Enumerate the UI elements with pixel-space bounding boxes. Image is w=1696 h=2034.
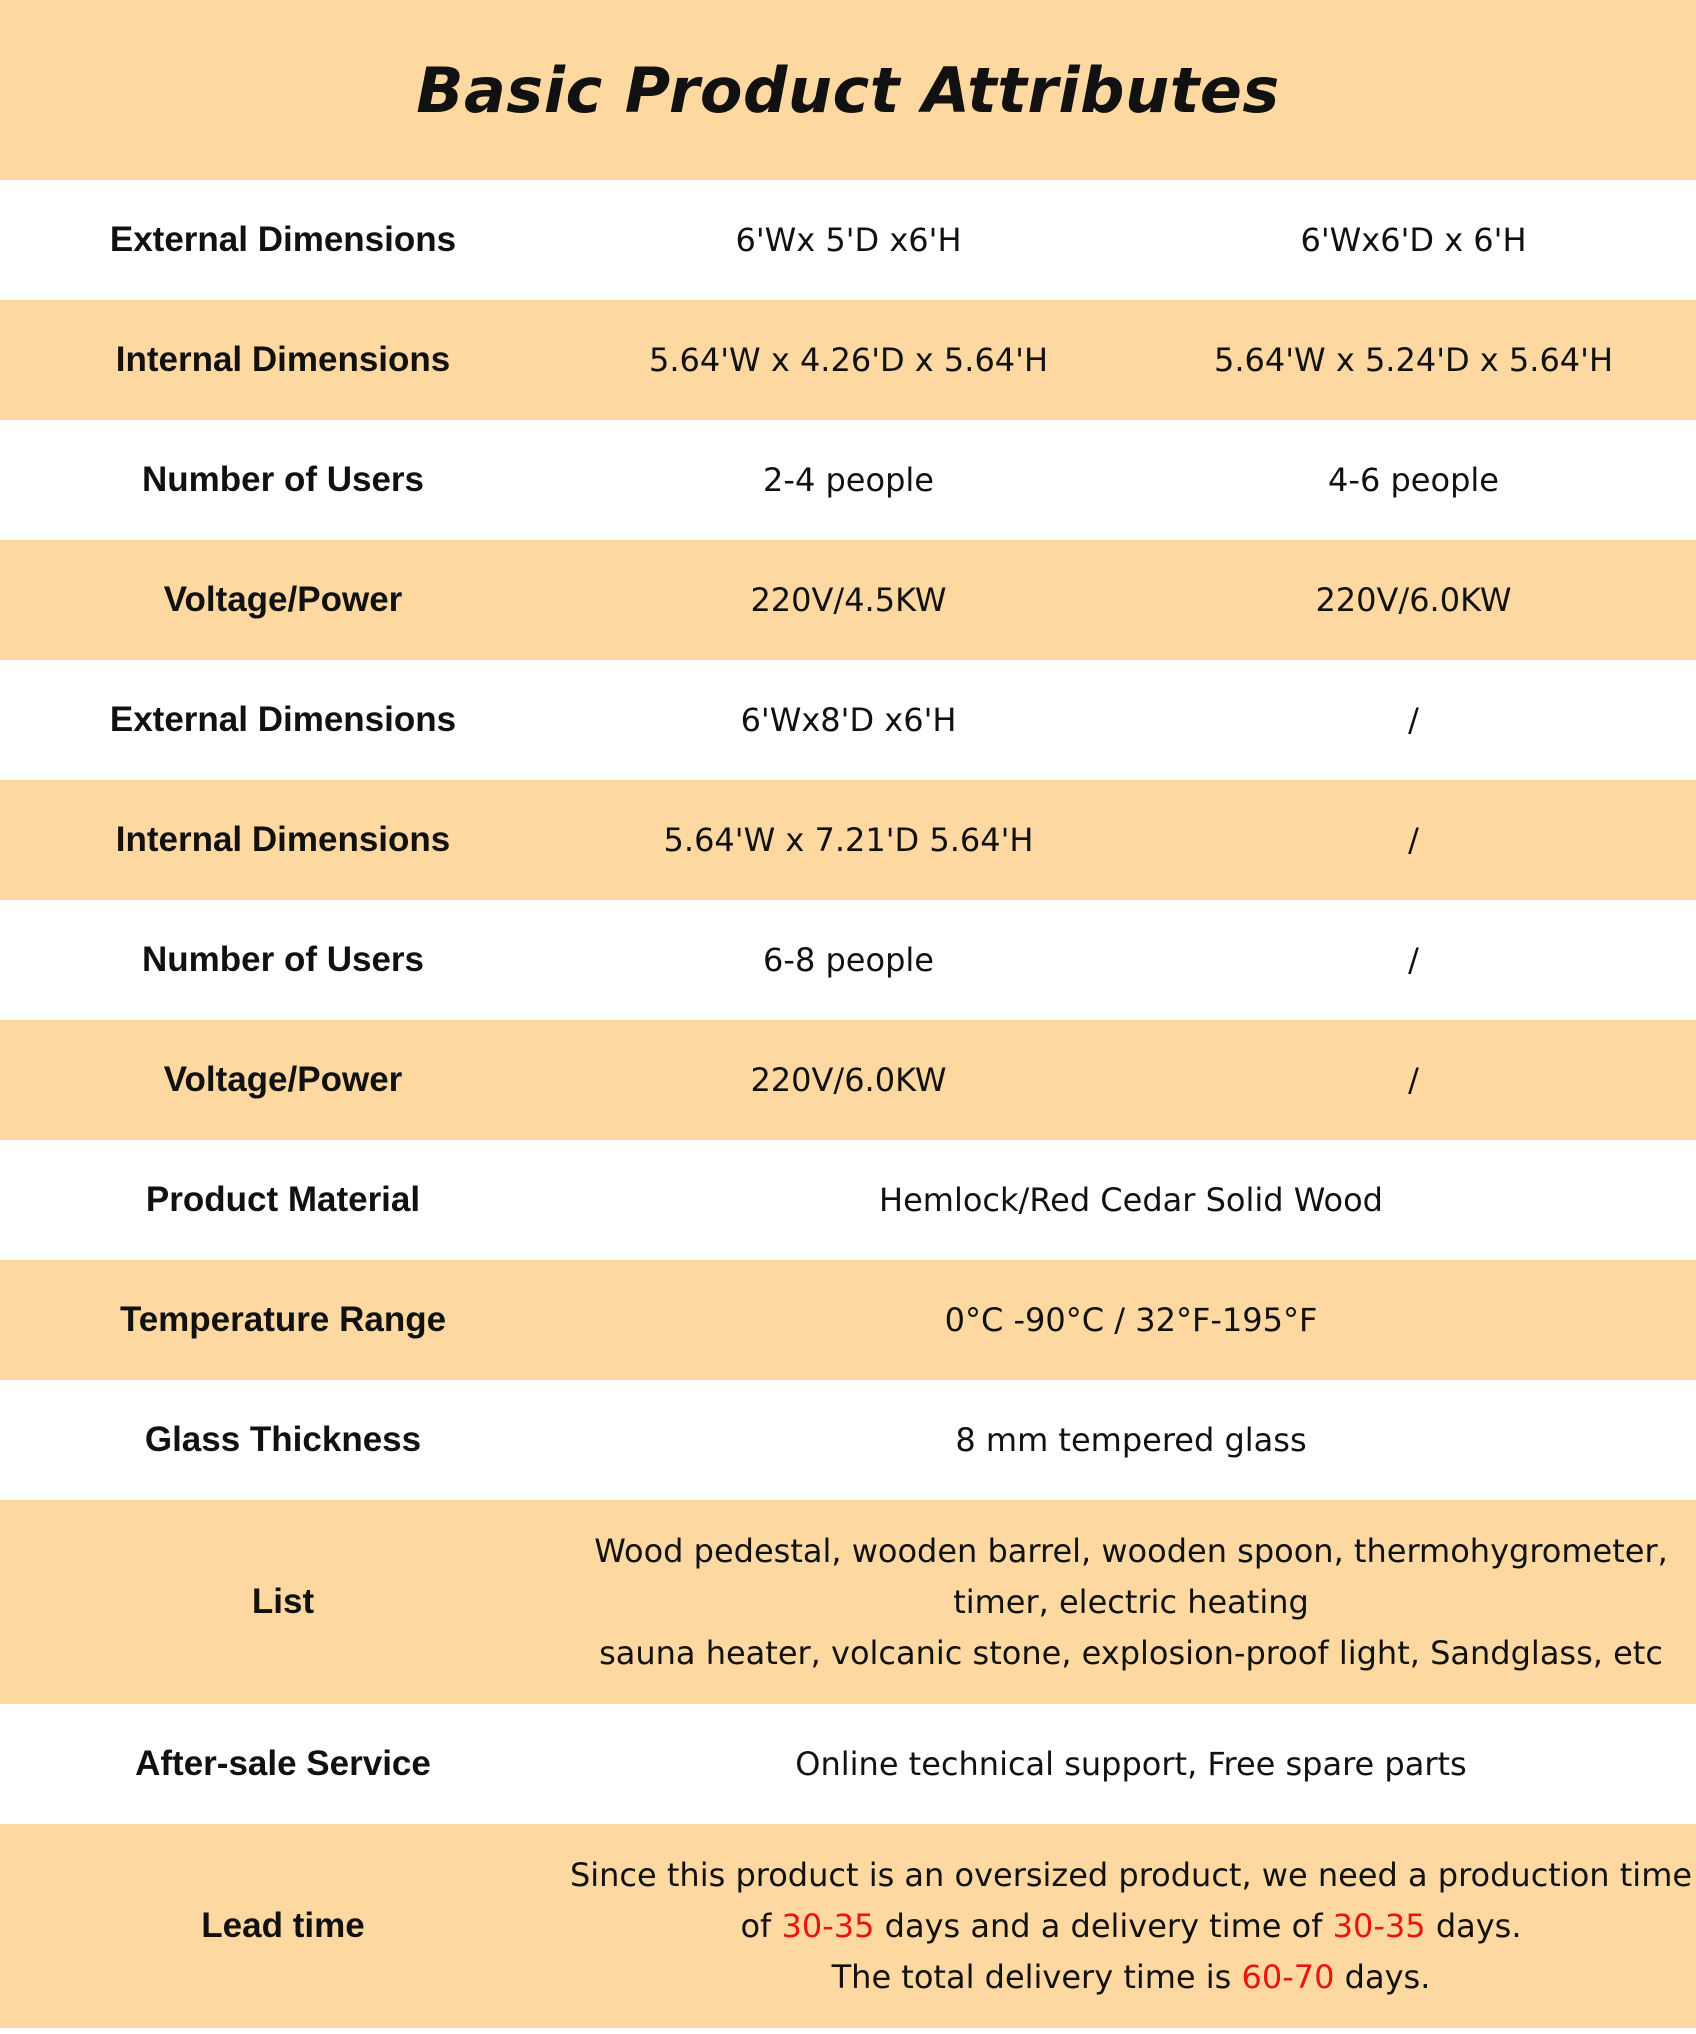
row-label: Number of Users (141, 460, 425, 499)
list-line: Wood pedestal, wooden barrel, wooden spoon, thermohygrometer, (594, 1531, 1668, 1570)
title-band (0, 0, 1696, 180)
row-value-option-1: 6'Wx 5'D x6'H (735, 220, 962, 259)
list-value (566, 1500, 1696, 1704)
row-label: Voltage/Power (163, 580, 403, 619)
list-line: sauna heater, volcanic stone, explosion-proof light, Sandglass, etc (599, 1633, 1663, 1672)
row-value-option-1: 5.64'W x 4.26'D x 5.64'H (648, 340, 1049, 379)
row-label: Internal Dimensions (115, 820, 451, 859)
table-row (0, 780, 1696, 900)
table-row (0, 1140, 1696, 1260)
table-row (0, 900, 1696, 1020)
table-row (0, 1260, 1696, 1380)
lead-text: The total delivery time is (831, 1957, 1242, 1996)
row-value-option-1: 220V/6.0KW (750, 1060, 947, 1099)
table-row (0, 540, 1696, 660)
row-value-option-1: 2-4 people (763, 460, 934, 499)
table-row (0, 660, 1696, 780)
row-value: 8 mm tempered glass (955, 1420, 1307, 1459)
row-value-option-2: 6'Wx6'D x 6'H (1300, 220, 1527, 259)
total-days-highlight: 60-70 (1241, 1957, 1335, 1996)
lead-text: days. (1425, 1906, 1522, 1945)
row-label: External Dimensions (109, 220, 457, 259)
lead-time-row (0, 1824, 1696, 2028)
lead-line-3 (832, 1952, 1431, 2003)
row-label: Temperature Range (119, 1300, 447, 1339)
row-value-option-2: 5.64'W x 5.24'D x 5.64'H (1213, 340, 1614, 379)
row-label: Glass Thickness (144, 1420, 422, 1459)
production-days-highlight: 30-35 (781, 1906, 875, 1945)
page-title: Basic Product Attributes (416, 53, 1280, 127)
lead-time-value (566, 1824, 1696, 2028)
row-label: Number of Users (141, 940, 425, 979)
delivery-days-highlight: 30-35 (1332, 1906, 1426, 1945)
table-row (0, 1704, 1696, 1824)
row-value: Hemlock/Red Cedar Solid Wood (879, 1180, 1383, 1219)
lead-text: of (740, 1906, 782, 1945)
table-row (0, 300, 1696, 420)
lead-line-2 (740, 1901, 1521, 1952)
row-value-option-2: / (1408, 1060, 1419, 1099)
row-value-option-2: / (1408, 700, 1419, 739)
row-value-option-2: / (1408, 940, 1419, 979)
row-label: List (251, 1582, 315, 1621)
row-label: Product Material (145, 1180, 421, 1219)
row-value: Online technical support, Free spare parts (795, 1744, 1467, 1783)
row-label: After-sale Service (135, 1744, 431, 1783)
row-label: Internal Dimensions (115, 340, 451, 379)
row-value-option-1: 5.64'W x 7.21'D 5.64'H (663, 820, 1034, 859)
row-value-option-1: 6'Wx8'D x6'H (740, 700, 957, 739)
table-row (0, 420, 1696, 540)
row-value-option-1: 220V/4.5KW (750, 580, 947, 619)
row-label: External Dimensions (109, 700, 457, 739)
list-row (0, 1500, 1696, 1704)
table-row (0, 1020, 1696, 1140)
row-value-option-2: / (1408, 820, 1419, 859)
row-value-option-2: 4-6 people (1328, 460, 1499, 499)
row-value-option-2: 220V/6.0KW (1315, 580, 1512, 619)
list-line: timer, electric heating (953, 1582, 1309, 1621)
lead-text: days. (1334, 1957, 1431, 1996)
row-label: Lead time (201, 1906, 365, 1945)
lead-line-1: Since this product is an oversized product, we need a production time (569, 1855, 1693, 1894)
row-value: 0°C -90°C / 32°F-195°F (944, 1300, 1318, 1339)
row-value-option-1: 6-8 people (763, 940, 934, 979)
table-row (0, 180, 1696, 300)
lead-text: days and a delivery time of (874, 1906, 1333, 1945)
table-row (0, 1380, 1696, 1500)
row-label: Voltage/Power (163, 1060, 403, 1099)
